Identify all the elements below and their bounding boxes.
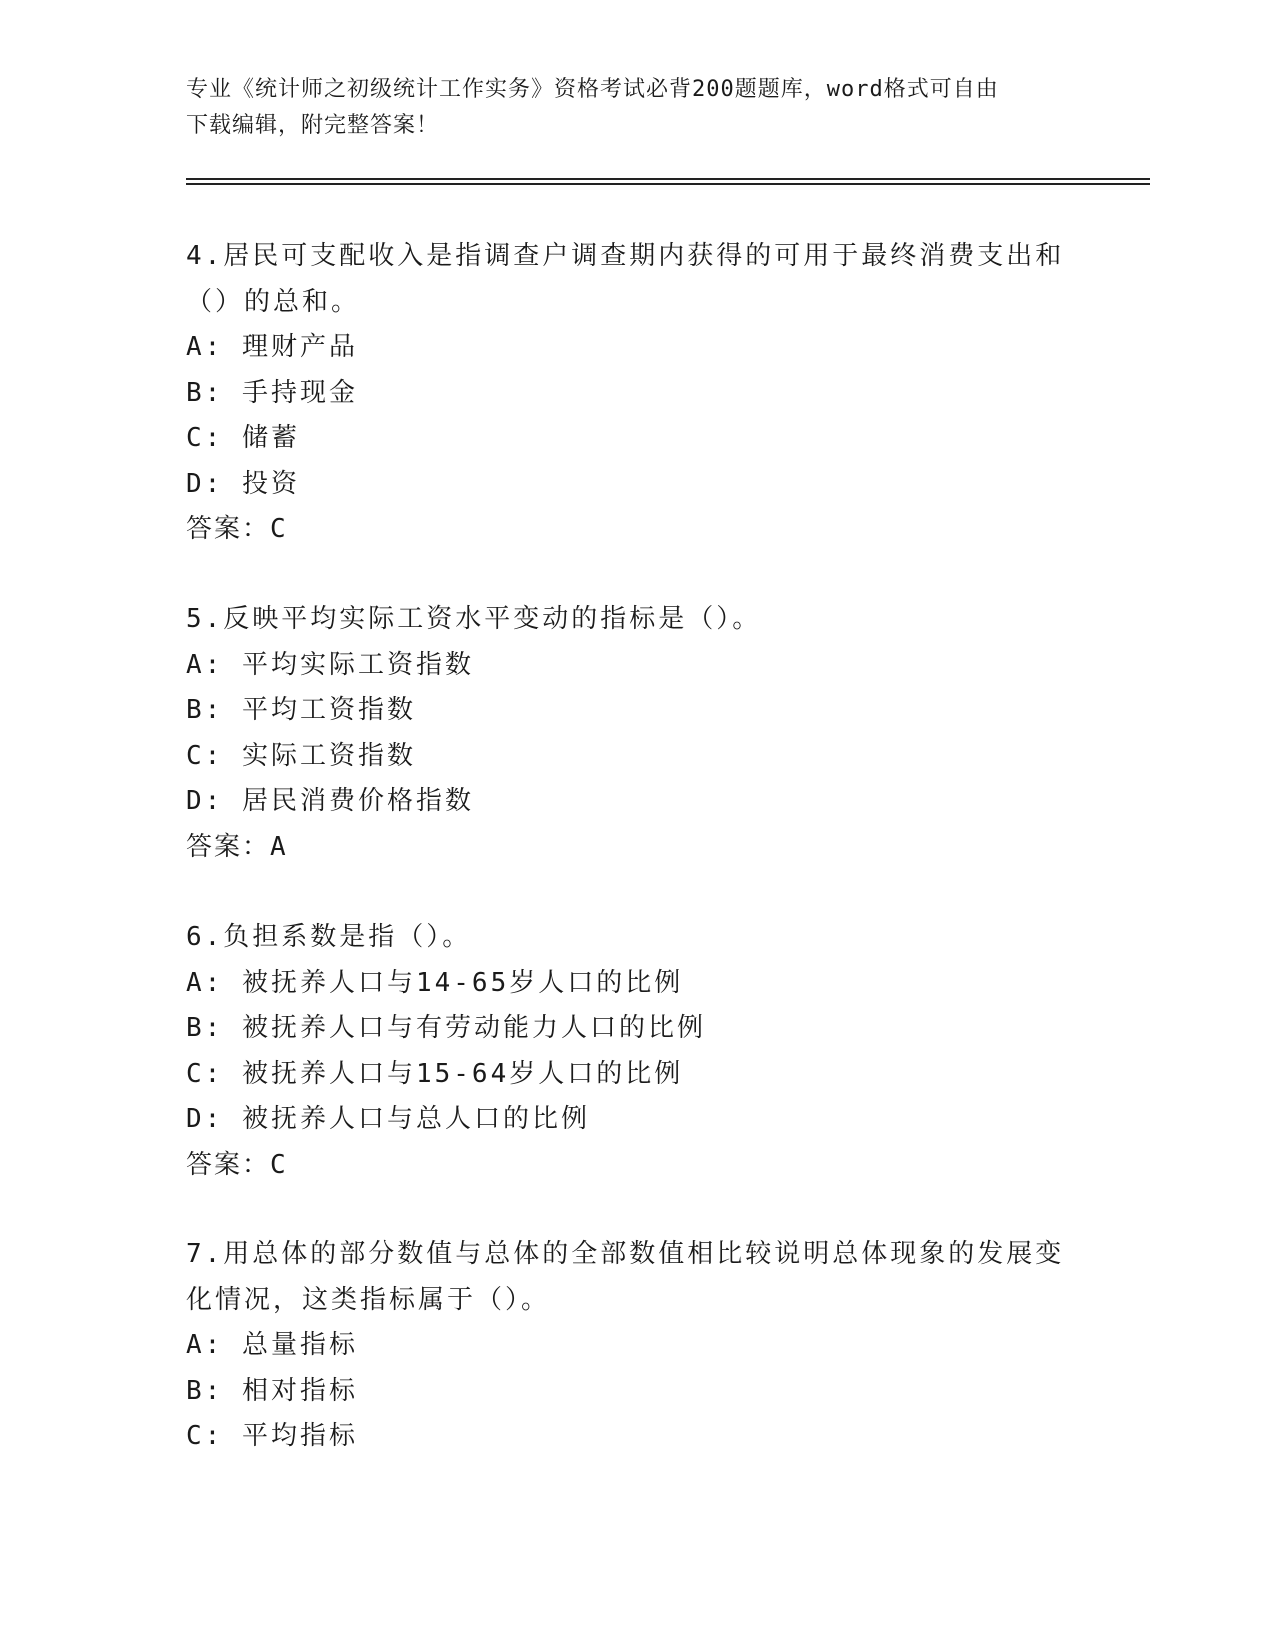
question-stem-line-2: 化情况，这类指标属于（）。 [186, 1284, 551, 1315]
option-a: A: 被抚养人口与14-65岁人口的比例 [186, 967, 684, 998]
option-a: A: 理财产品 [186, 332, 358, 362]
option-a: A: 平均实际工资指数 [186, 649, 474, 680]
answer-line: 答案：C [186, 1149, 288, 1180]
option-b: B: 平均工资指数 [186, 695, 416, 725]
option-b: B: 手持现金 [186, 377, 358, 408]
question-stem-line-2: （）的总和。 [186, 286, 361, 317]
question-stem-line-1: 7.用总体的部分数值与总体的全部数值相比较说明总体现象的发展变 [186, 1239, 1065, 1269]
answer-line: 答案：A [186, 831, 288, 862]
option-d: D: 投资 [186, 468, 300, 499]
option-c: C: 平均指标 [186, 1421, 358, 1451]
question-5 [186, 597, 1086, 870]
option-b: B: 被抚养人口与有劳动能力人口的比例 [186, 1013, 706, 1043]
option-d: D: 被抚养人口与总人口的比例 [186, 1104, 590, 1134]
option-d: D: 居民消费价格指数 [186, 786, 474, 816]
question-6 [186, 915, 1086, 1188]
question-stem-line-1: 4.居民可支配收入是指调查户调查期内获得的可用于最终消费支出和 [186, 241, 1065, 271]
question-4 [186, 234, 1086, 553]
option-a: A: 总量指标 [186, 1330, 358, 1360]
question-stem-line-1: 6.负担系数是指（）。 [186, 922, 472, 952]
answer-line: 答案：C [186, 514, 288, 544]
header-line-1: 专业《统计师之初级统计工作实务》资格考试必背200题题库，word格式可自由 [186, 77, 999, 102]
header-line-2: 下载编辑，附完整答案！ [186, 113, 440, 138]
option-b: B: 相对指标 [186, 1375, 358, 1406]
question-7 [186, 1232, 1086, 1460]
document-header [186, 72, 1086, 144]
option-c: C: 被抚养人口与15-64岁人口的比例 [186, 1058, 684, 1089]
option-c: C: 储蓄 [186, 423, 300, 453]
header-divider-bottom [186, 183, 1150, 185]
question-stem-line-1: 5.反映平均实际工资水平变动的指标是（）。 [186, 604, 762, 634]
header-divider-top [186, 178, 1150, 180]
option-c: C: 实际工资指数 [186, 740, 416, 771]
